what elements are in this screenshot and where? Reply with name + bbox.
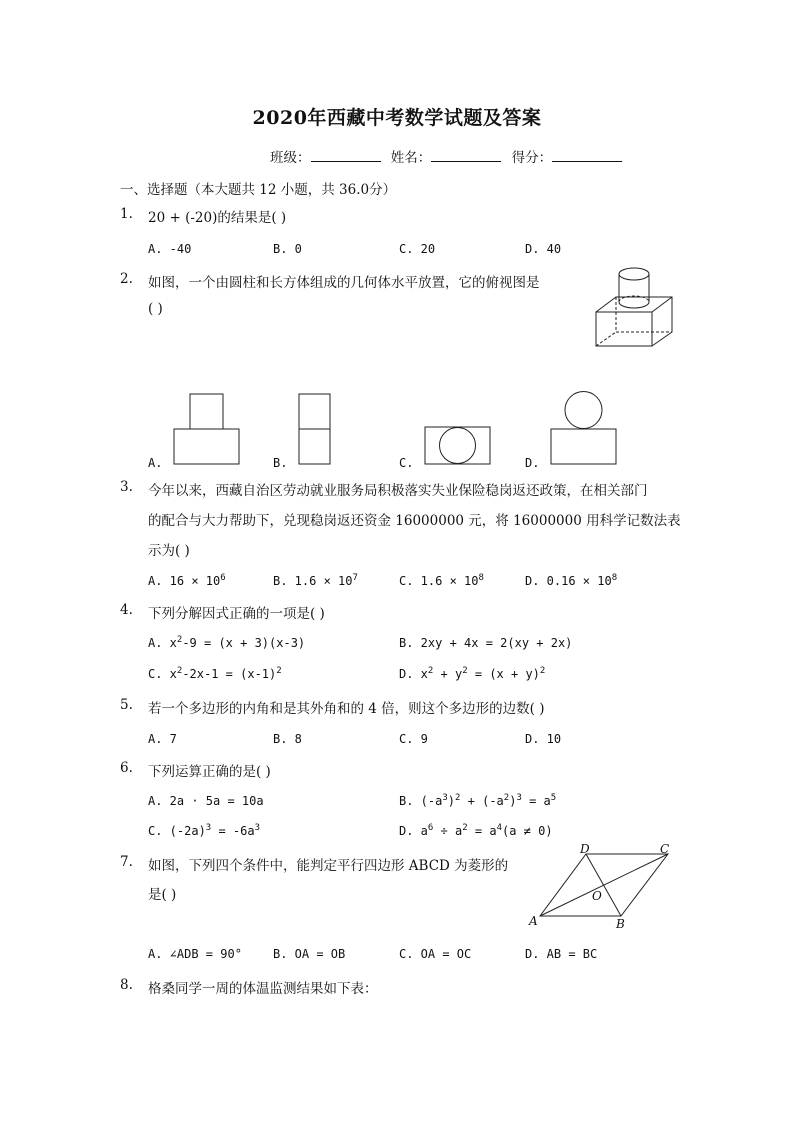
q4-option-b[interactable]: B. 2xy + 4x = 2(xy + 2x) (399, 636, 573, 650)
q5-option-d[interactable]: D. 10 (525, 732, 562, 746)
q2-paren: ( ) (148, 301, 163, 317)
q4-option-a[interactable]: A. $x^2-9 = (x + 3)(x-3)$ (148, 635, 306, 650)
q1-number: 1. (120, 206, 133, 222)
q7-label-a: A (529, 914, 538, 928)
q1-option-c[interactable]: C. 20 (399, 242, 436, 256)
q6-number: 6. (120, 760, 133, 776)
q1-stem: 20 + (-20)的结果是( ) (148, 210, 287, 226)
q6-option-d[interactable]: D. $a^6 \div a^2 = a^4(a \ne 0)$ (399, 823, 553, 838)
q5-option-c[interactable]: C. 9 (399, 732, 428, 746)
q7-option-d[interactable]: D. AB = BC (525, 947, 598, 961)
q2-option-d-figure (550, 390, 618, 467)
q1-option-a[interactable]: A. -40 (148, 242, 192, 256)
q7-number: 7. (120, 854, 133, 870)
q3-option-d[interactable]: D. $0.16 \times 10^8$ (525, 573, 618, 588)
q7-label-o: O (592, 889, 602, 903)
q7-stem-line2: 是( ) (148, 887, 177, 903)
q7-label-b: B (616, 917, 625, 931)
q1-option-d[interactable]: D. 40 (525, 242, 562, 256)
q6-option-a[interactable]: A. 2a · 5a = 10a (148, 794, 264, 808)
q2-number: 2. (120, 271, 133, 287)
q5-number: 5. (120, 697, 133, 713)
q3-option-b[interactable]: B. $1.6 \times 10^7$ (273, 573, 358, 588)
class-label: 班级： (270, 150, 311, 166)
q5-option-b[interactable]: B. 8 (273, 732, 302, 746)
q2-solid-figure (590, 262, 674, 352)
score-label: 得分： (511, 150, 553, 166)
q3-number: 3. (120, 479, 133, 495)
q7-option-b[interactable]: B. OA = OB (273, 947, 346, 961)
q4-option-c[interactable]: C. $x^2-2x-1 = (x-1)^2$ (148, 666, 282, 681)
score-blank[interactable] (552, 150, 622, 162)
q2-option-a[interactable]: A. (148, 456, 163, 470)
page-title: 2020年西藏中考数学试题及答案 (252, 107, 542, 129)
q3-stem-line3: 示为( ) (148, 543, 190, 559)
q5-stem: 若一个多边形的内角和是其外角和的 4 倍，则这个多边形的边数( ) (148, 701, 545, 717)
q3-option-c[interactable]: C. $1.6 \times 10^8$ (399, 573, 484, 588)
q2-option-c[interactable]: C. (399, 456, 414, 470)
q3-option-a[interactable]: A. $16 \times 10^6$ (148, 573, 226, 588)
q7-stem-line1: 如图，下列四个条件中，能判定平行四边形 ABCD 为菱形的 (148, 858, 509, 874)
q2-option-d[interactable]: D. (525, 456, 540, 470)
q4-stem: 下列分解因式正确的一项是( ) (148, 606, 325, 622)
q2-option-b-figure (298, 393, 332, 467)
q3-stem-line1: 今年以来，西藏自治区劳动就业服务局积极落实失业保险稳岗返还政策，在相关部门 (148, 483, 648, 499)
q7-label-d: D (580, 842, 590, 856)
q2-option-a-figure (173, 393, 241, 467)
class-blank[interactable] (311, 150, 381, 162)
q6-option-c[interactable]: C. $(-2a)^3 = -6a^3$ (148, 823, 260, 838)
q5-option-a[interactable]: A. 7 (148, 732, 177, 746)
q2-option-b[interactable]: B. (273, 456, 288, 470)
q7-option-c[interactable]: C. OA = OC (399, 947, 472, 961)
q2-stem: 如图，一个由圆柱和长方体组成的几何体水平放置，它的俯视图是 (148, 275, 540, 291)
q7-parallelogram-figure (526, 840, 676, 932)
q4-number: 4. (120, 602, 133, 618)
q7-option-a[interactable]: A. ∠ADB = 90° (148, 947, 242, 961)
q2-option-c-figure (424, 426, 492, 466)
student-info-line (270, 146, 628, 166)
q6-option-b[interactable]: B. $(-a^3)^2 + (-a^2)^3 = a^5$ (399, 793, 557, 808)
q8-stem: 格桑同学一周的体温监测结果如下表： (148, 981, 378, 997)
q3-stem-line2: 的配合与大力帮助下，兑现稳岗返还资金 16000000 元，将 16000000 用科学记数法表 (148, 513, 681, 529)
name-blank[interactable] (431, 150, 501, 162)
q6-stem: 下列运算正确的是( ) (148, 764, 271, 780)
q8-number: 8. (120, 977, 133, 993)
q1-option-b[interactable]: B. 0 (273, 242, 302, 256)
section-heading: 一、选择题（本大题共 12 小题，共 36.0分） (120, 182, 397, 198)
q7-label-c: C (660, 842, 670, 856)
q4-option-d[interactable]: D. $x^2 + y^2 = (x + y)^2$ (399, 666, 546, 681)
name-label: 姓名： (390, 150, 432, 166)
